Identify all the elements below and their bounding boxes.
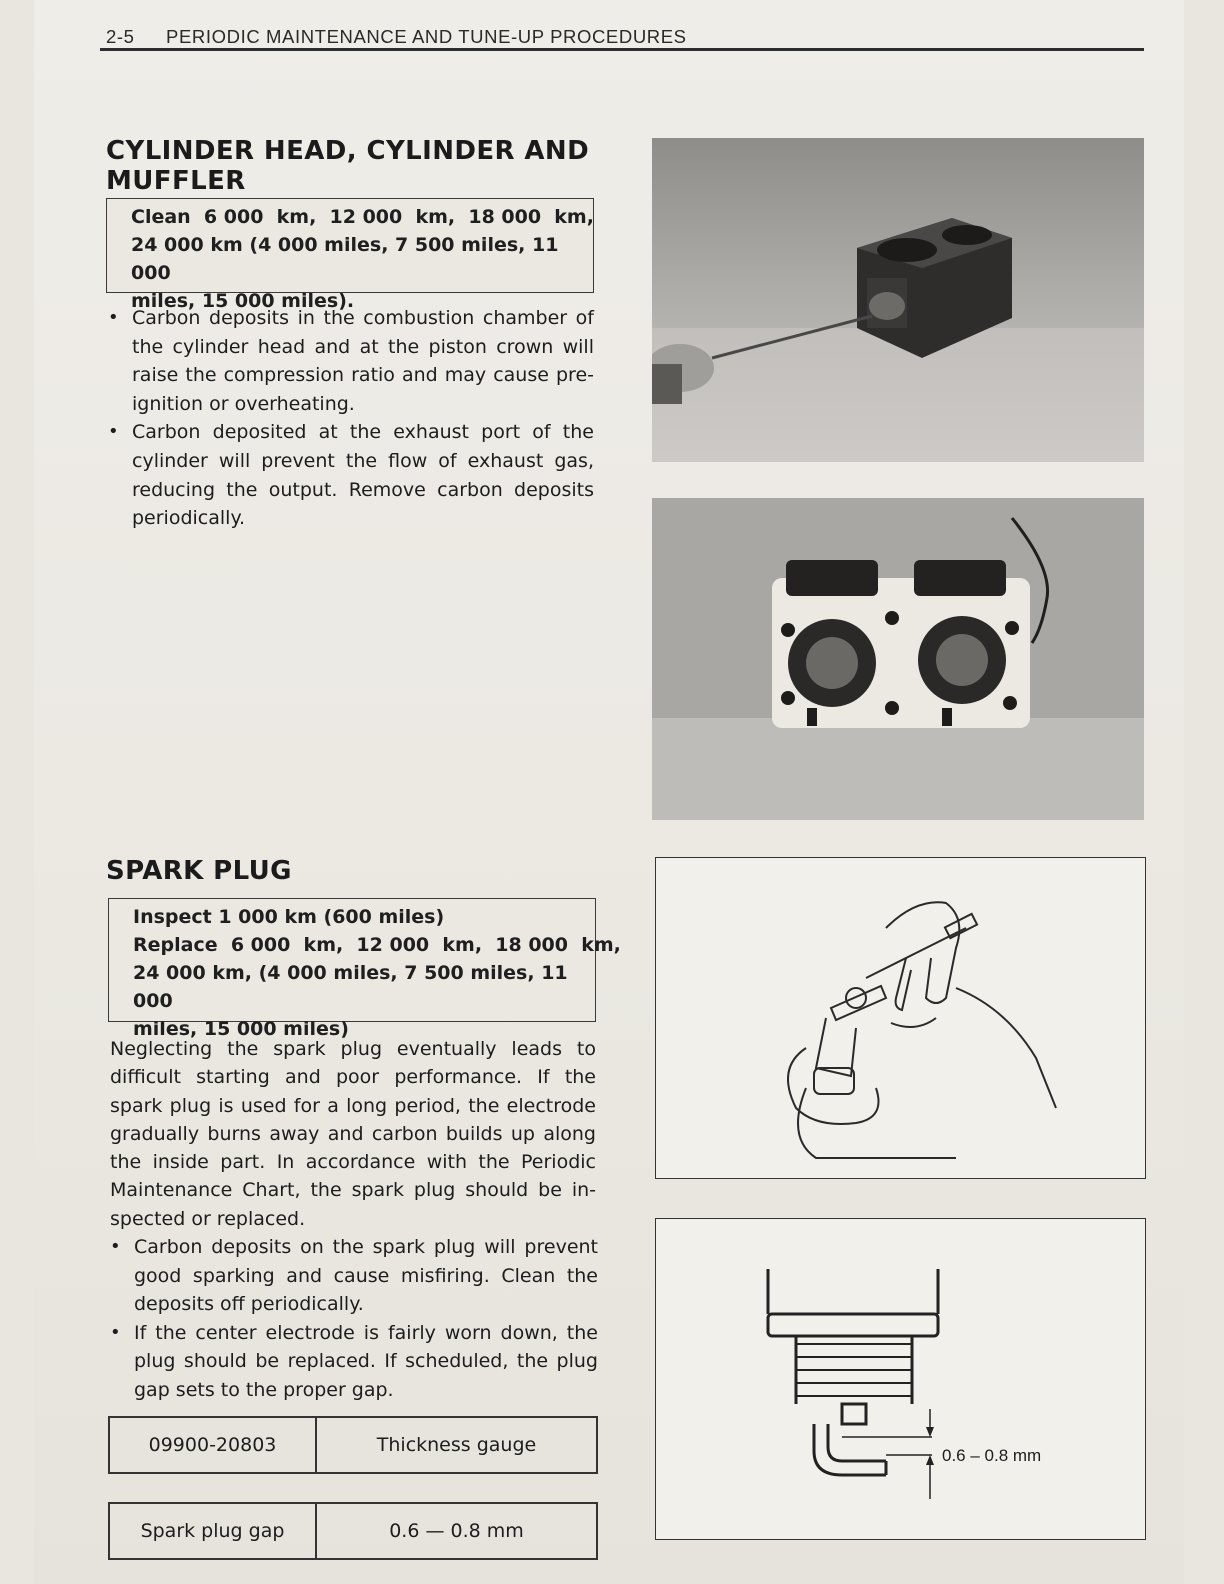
spark-paragraph: Neglecting the spark plug eventually leads to difficult starting and poor performance. If the spark plug is used for a long period, the electrode gradually burns away and carbon builds up along the inside part. In accordance with the Periodic Maintenance Chart, the spark plug should be in-spected or replaced. bbox=[110, 1038, 596, 1230]
gap-table bbox=[108, 1502, 598, 1560]
cylinder-photo bbox=[652, 138, 1144, 462]
page-header-title: PERIODIC MAINTENANCE AND TUNE-UP PROCEDURES bbox=[166, 26, 687, 47]
cylinder-photo-image bbox=[652, 138, 1144, 462]
cylinder-bullet-2: • Carbon deposited at the exhaust port of the cylinder will prevent the flow of exhaust gas, reducing the output. Remove carbon deposits periodically. bbox=[106, 418, 594, 532]
spark-plug-drawing bbox=[656, 1219, 1144, 1537]
cylinder-head-photo bbox=[652, 498, 1144, 820]
spark-schedule-box bbox=[108, 898, 621, 1040]
gap-value: 0.6 — 0.8 mm bbox=[316, 1503, 597, 1559]
spark-bullet-1: • Carbon deposits on the spark plug will prevent good sparking and cause misfiring. Clean the deposits off periodically. bbox=[108, 1233, 598, 1319]
cylinder-head-photo-image bbox=[652, 498, 1144, 820]
hand-gauge-drawing bbox=[656, 858, 1144, 1176]
cylinder-title-line1: CYLINDER HEAD, CYLINDER AND bbox=[106, 136, 590, 166]
gap-check-illustration bbox=[655, 857, 1146, 1179]
spark-schedule-line4: miles, 15 000 miles) bbox=[133, 1018, 349, 1040]
spark-schedule-line3: 24 000 km, (4 000 miles, 7 500 miles, 11 000 bbox=[133, 962, 568, 1012]
tool-table bbox=[108, 1416, 598, 1474]
tool-name: Thickness gauge bbox=[316, 1417, 597, 1473]
cylinder-schedule-box bbox=[106, 198, 594, 312]
spark-plug-gap-diagram bbox=[655, 1218, 1146, 1540]
cylinder-section-title bbox=[106, 136, 589, 196]
header-rule bbox=[100, 48, 1144, 51]
cylinder-schedule-line1: Clean 6 000 km, 12 000 km, 18 000 km, bbox=[131, 206, 594, 228]
gap-label: Spark plug gap bbox=[109, 1503, 316, 1559]
spark-bullet-2: • If the center electrode is fairly worn down, the plug should be replaced. If scheduled, the plug gap sets to the proper gap. bbox=[108, 1319, 598, 1405]
page-number: 2-5 bbox=[106, 26, 135, 47]
page-header bbox=[106, 26, 687, 48]
cylinder-bullet-1: • Carbon deposits in the combustion chamber of the cylinder head and at the piston crown will raise the compression ratio and may cause pre-ignition or overheating. bbox=[106, 304, 594, 418]
spark-schedule-line1: Inspect 1 000 km (600 miles) bbox=[133, 906, 445, 928]
gap-dimension-label: 0.6 – 0.8 mm bbox=[942, 1446, 1042, 1465]
tool-part-number: 09900-20803 bbox=[109, 1417, 316, 1473]
spark-section-title: SPARK PLUG bbox=[106, 856, 292, 886]
spark-bullet-list bbox=[108, 1233, 598, 1405]
cylinder-schedule-line2: 24 000 km (4 000 miles, 7 500 miles, 11 000 bbox=[131, 234, 559, 284]
spark-schedule-line2: Replace 6 000 km, 12 000 km, 18 000 km, bbox=[133, 934, 621, 956]
cylinder-schedule-line3: miles, 15 000 miles). bbox=[131, 290, 355, 312]
cylinder-title-line2: MUFFLER bbox=[106, 166, 246, 196]
cylinder-bullet-list bbox=[106, 304, 594, 533]
